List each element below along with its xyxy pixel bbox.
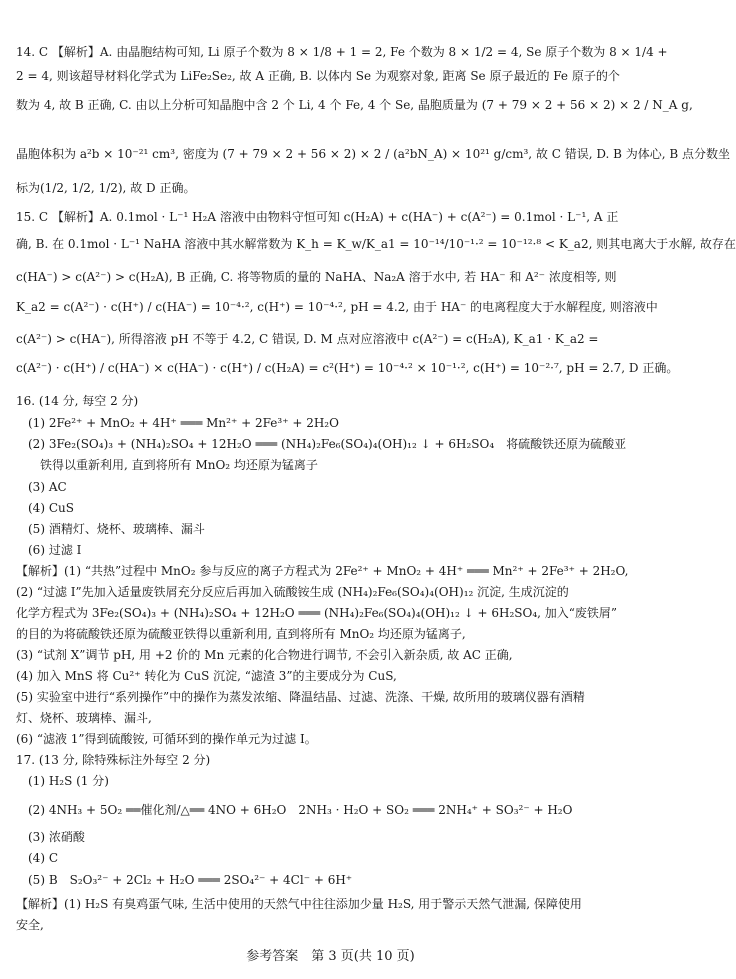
page-footer: 参考答案 第 3 页(共 10 页)	[246, 949, 415, 964]
q16-analysis-9: (6) “滤液 1”得到硫酸铵, 可循环到的操作单元为过滤 Ⅰ。	[16, 732, 317, 746]
q16-analysis-2: (2) “过滤 Ⅰ”先加入适量废铁屑充分反应后再加入硫酸铵生成 (NH₄)₂Fe₆(SO₄)₄(OH)₁₂ 沉淀, 生成沉淀的	[16, 585, 569, 599]
q14-line-3: 数为 4, 故 B 正确, C. 由以上分析可知晶胞中含 2 个 Li, 4 个 Fe, 4 个 Se, 晶胞质量为 (7 + 79 × 2 + 56 × 2) × 2 / N_A g,	[16, 98, 693, 112]
q16-answer-2: (2) 3Fe₂(SO₄)₃ + (NH₄)₂SO₄ + 12H₂O ═══ (NH₄)₂Fe₆(SO₄)₄(OH)₁₂ ↓ + 6H₂SO₄ 将硫酸铁还原为硫酸亚	[28, 437, 627, 451]
q16-answer-6: (6) 过滤 Ⅰ	[28, 543, 82, 557]
q17-answer-4: (4) C	[28, 851, 58, 865]
q14-line-4: 晶胞体积为 a²b × 10⁻²¹ cm³, 密度为 (7 + 79 × 2 + 56 × 2) × 2 / (a²bN_A) × 10²¹ g/cm³, 故 C 错误, D. B 为体心, B 点分数坐	[16, 147, 731, 161]
q17-header: 17. (13 分, 除特殊标注外每空 2 分)	[16, 753, 211, 767]
q16-analysis-7: (5) 实验室中进行“系列操作”中的操作为蒸发浓缩、降温结晶、过滤、洗涤、干燥, 故所用的玻璃仪器有酒精	[16, 690, 585, 704]
q15-line-2: 确, B. 在 0.1mol · L⁻¹ NaHA 溶液中其水解常数为 K_h = K_w/K_a1 = 10⁻¹⁴/10⁻¹·² = 10⁻¹²·⁸ < K_a2, 则其电离大于水解, 故存在	[16, 237, 736, 251]
q14-line-2: 2 = 4, 则该超导材料化学式为 LiFe₂Se₂, 故 A 正确, B. 以体内 Se 为观察对象, 距离 Se 原子最近的 Fe 原子的个	[16, 69, 620, 83]
q16-answer-3: (3) AC	[28, 480, 67, 494]
q16-analysis-3: 化学方程式为 3Fe₂(SO₄)₃ + (NH₄)₂SO₄ + 12H₂O ═══ (NH₄)₂Fe₆(SO₄)₄(OH)₁₂ ↓ + 6H₂SO₄, 加入“废铁屑”	[16, 606, 618, 620]
q17-answer-5: (5) B S₂O₃²⁻ + 2Cl₂ + H₂O ═══ 2SO₄²⁻ + 4Cl⁻ + 6H⁺	[28, 873, 353, 887]
q16-analysis-4: 的目的为将硫酸铁还原为硫酸亚铁得以重新利用, 直到将所有 MnO₂ 均还原为锰离子,	[16, 627, 466, 641]
q17-analysis-2: 安全,	[16, 918, 44, 932]
q16-analysis-1: 【解析】(1) “共热”过程中 MnO₂ 参与反应的离子方程式为 2Fe²⁺ + MnO₂ + 4H⁺ ═══ Mn²⁺ + 2Fe³⁺ + 2H₂O,	[16, 564, 629, 578]
q14-line-5: 标为(1/2, 1/2, 1/2), 故 D 正确。	[16, 181, 196, 195]
q17-answer-1: (1) H₂S (1 分)	[28, 774, 109, 788]
q17-answer-2: (2) 4NH₃ + 5O₂ ══催化剂/△══ 4NO + 6H₂O 2NH₃ · H₂O + SO₂ ═══ 2NH₄⁺ + SO₃²⁻ + H₂O	[28, 803, 573, 817]
q15-line-4: K_a2 = c(A²⁻) · c(H⁺) / c(HA⁻) = 10⁻⁴·², c(H⁺) = 10⁻⁴·², pH = 4.2, 由于 HA⁻ 的电离程度大于水解程度, 则溶液中	[16, 300, 658, 314]
q16-answer-2-cont: 铁得以重新利用, 直到将所有 MnO₂ 均还原为锰离子	[40, 458, 318, 472]
q16-analysis-6: (4) 加入 MnS 将 Cu²⁺ 转化为 CuS 沉淀, “滤渣 3”的主要成分为 CuS,	[16, 669, 397, 683]
q15-line-1: 15. C 【解析】A. 0.1mol · L⁻¹ H₂A 溶液中由物料守恒可知 c(H₂A) + c(HA⁻) + c(A²⁻) = 0.1mol · L⁻¹, A 正	[16, 210, 619, 224]
q15-line-6: c(A²⁻) · c(H⁺) / c(HA⁻) × c(HA⁻) · c(H⁺) / c(H₂A) = c²(H⁺) = 10⁻⁴·² × 10⁻¹·², c(H⁺) = 10⁻²·⁷, pH = 2.7, D 正确。	[16, 361, 679, 375]
q17-answer-3: (3) 浓硝酸	[28, 830, 85, 844]
q16-analysis-5: (3) “试剂 X”调节 pH, 用 +2 价的 Mn 元素的化合物进行调节, 不会引入新杂质, 故 AC 正确,	[16, 648, 513, 662]
q17-analysis-1: 【解析】(1) H₂S 有臭鸡蛋气味, 生活中使用的天然气中往往添加少量 H₂S, 用于警示天然气泄漏, 保障使用	[16, 897, 582, 911]
q16-answer-5: (5) 酒精灯、烧杯、玻璃棒、漏斗	[28, 522, 205, 536]
q16-analysis-8: 灯、烧杯、玻璃棒、漏斗,	[16, 711, 152, 725]
q16-answer-1: (1) 2Fe²⁺ + MnO₂ + 4H⁺ ═══ Mn²⁺ + 2Fe³⁺ + 2H₂O	[28, 416, 339, 430]
q15-line-5: c(A²⁻) > c(HA⁻), 所得溶液 pH 不等于 4.2, C 错误, D. M 点对应溶液中 c(A²⁻) = c(H₂A), K_a1 · K_a2 =	[16, 332, 599, 346]
q16-header: 16. (14 分, 每空 2 分)	[16, 394, 139, 408]
q15-line-3: c(HA⁻) > c(A²⁻) > c(H₂A), B 正确, C. 将等物质的量的 NaHA、Na₂A 溶于水中, 若 HA⁻ 和 A²⁻ 浓度相等, 则	[16, 270, 617, 284]
q16-answer-4: (4) CuS	[28, 501, 74, 515]
q14-line-1: 14. C 【解析】A. 由晶胞结构可知, Li 原子个数为 8 × 1/8 + 1 = 2, Fe 个数为 8 × 1/2 = 4, Se 原子个数为 8 × 1/4 +	[16, 45, 668, 59]
